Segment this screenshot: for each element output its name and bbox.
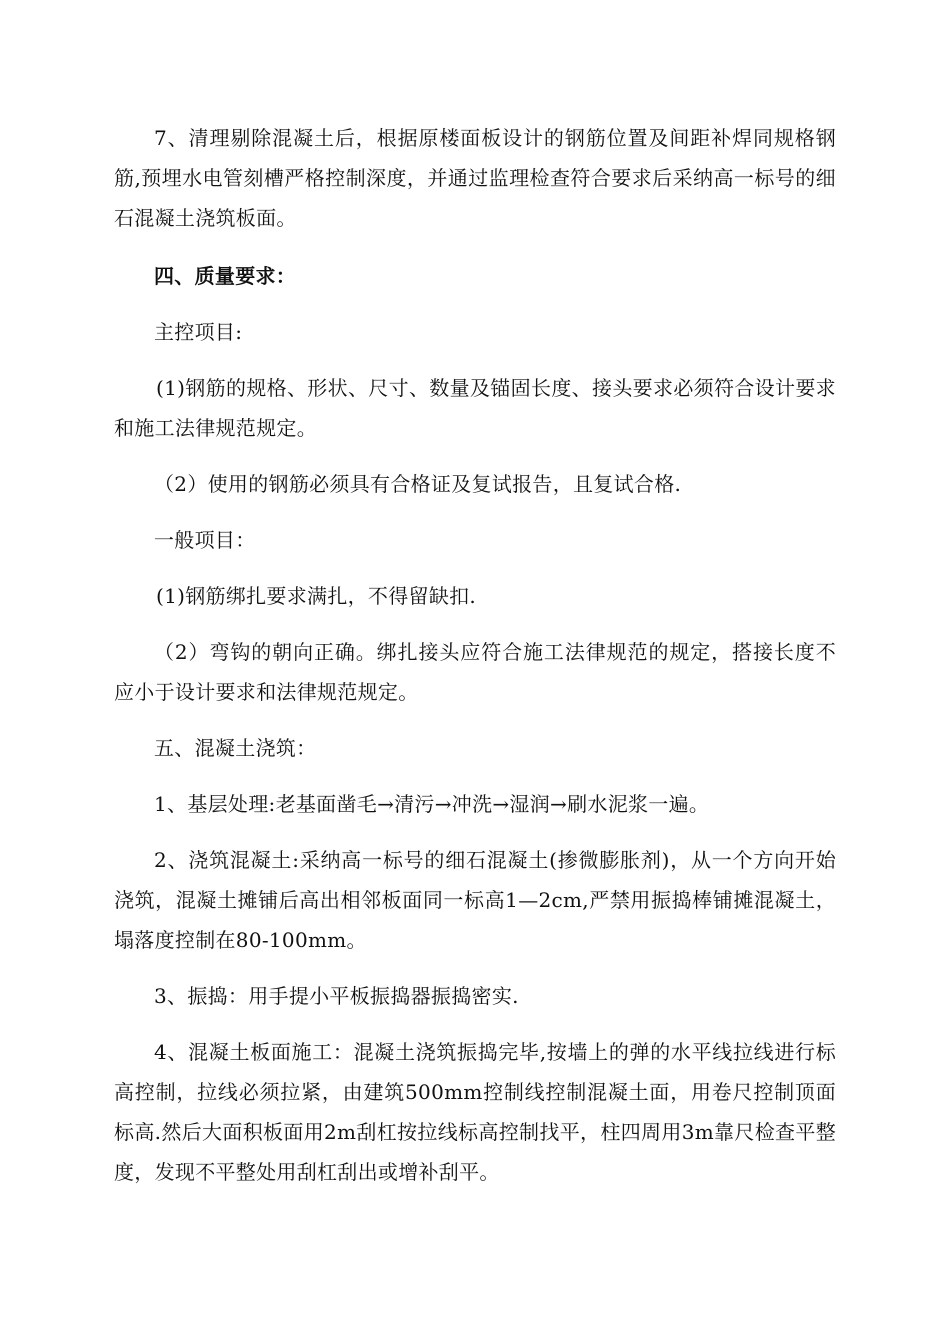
- pouring-step-3: 3、振捣：用手提小平板振捣器振捣密实.: [154, 984, 519, 1008]
- general-item-2: （2）弯钩的朝向正确。绑扎接头应符合施工法律规范的规定，搭接长度不应小于设计要求和法律规范规定。: [114, 640, 836, 704]
- main-control-item-1: (1)钢筋的规格、形状、尺寸、数量及锚固长度、接头要求必须符合设计要求和施工法律规范规定。: [114, 376, 836, 440]
- pouring-step-1: 1、基层处理:老基面凿毛→清污→冲洗→湿润→刷水泥浆一遍。: [154, 792, 710, 816]
- main-control-item-2: （2）使用的钢筋必须具有合格证及复试报告，且复试合格.: [154, 472, 682, 496]
- subheading-main-control-items: 主控项目:: [154, 320, 243, 344]
- pouring-step-2: 2、浇筑混凝土:采纳高一标号的细石混凝土(掺微膨胀剂)，从一个方向开始浇筑，混凝土摊铺后高出相邻板面同一标高1—2cm,严禁用振捣棒铺摊混凝土，塌落度控制在80-100mm。: [114, 848, 836, 952]
- section-heading-concrete-pouring: 五、混凝土浇筑：: [154, 736, 317, 760]
- paragraph-item-7: 7、清理剔除混凝土后，根据原楼面板设计的钢筋位置及间距补焊同规格钢筋,预埋水电管刻槽严格控制深度，并通过监理检查符合要求后采纳高一标号的细石混凝土浇筑板面。: [114, 126, 836, 230]
- general-item-1: (1)钢筋绑扎要求满扎，不得留缺扣.: [156, 584, 477, 608]
- document-body: [114, 118, 836, 1192]
- section-heading-quality-requirements: 四、质量要求：: [154, 264, 297, 288]
- subheading-general-items: 一般项目：: [154, 528, 256, 552]
- pouring-step-4: 4、混凝土板面施工：混凝土浇筑振捣完毕,按墙上的弹的水平线拉线进行标高控制，拉线必须拉紧，由建筑500mm控制线控制混凝土面，用卷尺控制顶面标高.然后大面积板面用2m刮杠按拉线标高控制找平，柱四周用3m靠尺检查平整度，发现不平整处用刮杠刮出或增补刮平。: [114, 1040, 836, 1184]
